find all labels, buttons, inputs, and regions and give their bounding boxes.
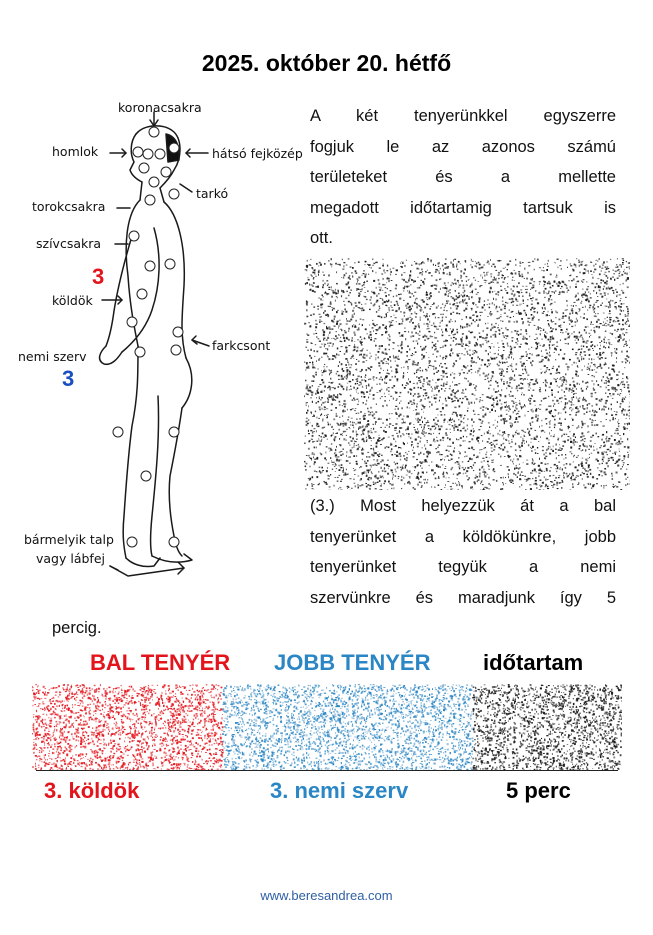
label-hatso-fejkozep: hátsó fejközép: [212, 146, 303, 161]
intro-line: A két tenyerünkkel egyszerre: [310, 107, 616, 125]
table-divider: [36, 770, 618, 771]
label-szivcsakra: szívcsakra: [36, 236, 102, 251]
step-line: (3.) Most helyezzük át a bal: [310, 497, 616, 515]
header-bal-tenyer: BAL TENYÉR: [90, 650, 231, 675]
header-idotartam: időtartam: [483, 650, 584, 675]
intro-line: ott.: [310, 229, 333, 247]
body-figure: [14, 96, 304, 586]
intro-line: területeket és a mellette: [310, 168, 616, 186]
step-line: tenyerünket tegyük a nemi: [310, 558, 616, 576]
intro-line: fogjuk le az azonos számú: [310, 137, 616, 156]
marker-navel-number: 3: [92, 264, 105, 289]
value-koldok: 3. köldök: [44, 778, 140, 803]
label-farkcsont: farkcsont: [212, 338, 271, 353]
footer-url[interactable]: www.beresandrea.com: [260, 888, 393, 903]
page-title: 2025. október 20. hétfő: [201, 50, 452, 76]
step-line: szervünkre és maradjunk így 5: [310, 588, 616, 607]
label-tarko: tarkó: [196, 186, 229, 201]
label-foot-line1: bármelyik talp: [24, 532, 114, 547]
intro-line: megadott időtartamig tartsuk is: [310, 198, 616, 217]
value-5-perc: 5 perc: [506, 778, 571, 803]
label-koronacsakra: koronacsakra: [118, 100, 202, 115]
header-jobb-tenyer: JOBB TENYÉR: [274, 650, 431, 675]
label-nemi-szerv: nemi szerv: [18, 349, 87, 364]
label-foot-line2: vagy lábfej: [36, 551, 105, 566]
value-nemi-szerv: 3. nemi szerv: [270, 778, 409, 803]
blurred-redacted-area: [304, 258, 630, 490]
marker-genital-number: 3: [62, 366, 75, 391]
intro-paragraph: [310, 101, 616, 254]
label-torokcsakra: torokcsakra: [32, 199, 106, 214]
step-line: tenyerünket a köldökünkre, jobb: [310, 527, 616, 546]
label-koldok: köldök: [52, 293, 93, 308]
step-paragraph: [310, 491, 616, 613]
step-last-line: percig.: [52, 619, 102, 637]
label-homlok: homlok: [52, 144, 99, 159]
blurred-table-area: [32, 684, 622, 770]
